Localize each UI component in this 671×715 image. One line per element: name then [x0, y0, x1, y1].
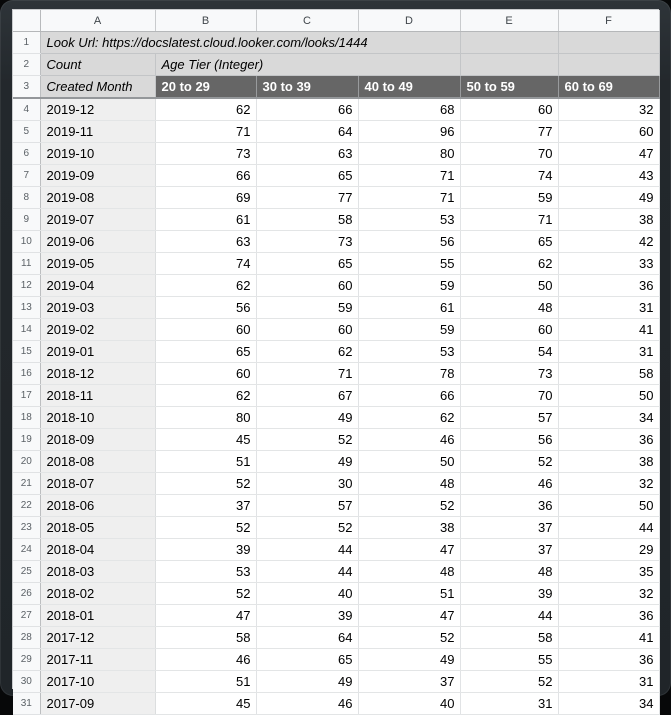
value-cell[interactable]: 31	[558, 297, 659, 319]
value-cell[interactable]: 60	[558, 121, 659, 143]
row-number-cell[interactable]: 31	[13, 693, 40, 715]
value-cell[interactable]: 57	[460, 407, 558, 429]
month-cell[interactable]: 2018-10	[40, 407, 155, 429]
month-cell[interactable]: 2018-11	[40, 385, 155, 407]
value-cell[interactable]: 30	[256, 473, 358, 495]
row-number-cell[interactable]: 18	[13, 407, 40, 429]
sheet-row	[13, 649, 659, 671]
row-number-cell[interactable]: 21	[13, 473, 40, 495]
value-cell[interactable]: 66	[256, 98, 358, 121]
value-cell[interactable]: 51	[358, 583, 460, 605]
value-cell[interactable]: 64	[256, 627, 358, 649]
row-number-cell[interactable]: 30	[13, 671, 40, 693]
value-cell[interactable]: 65	[256, 649, 358, 671]
sheet-row	[13, 539, 659, 561]
month-cell[interactable]: 2018-07	[40, 473, 155, 495]
value-cell[interactable]: 62	[155, 98, 256, 121]
pivot-header-row	[13, 76, 659, 99]
sheet-row	[13, 253, 659, 275]
sheet-row	[13, 495, 659, 517]
row-number-cell[interactable]: 1	[13, 32, 40, 54]
empty-meta-cell[interactable]	[460, 32, 558, 54]
value-cell[interactable]: 36	[558, 605, 659, 627]
value-cell[interactable]: 78	[358, 363, 460, 385]
row-number-cell[interactable]: 25	[13, 561, 40, 583]
row-number-cell[interactable]: 6	[13, 143, 40, 165]
value-cell[interactable]: 73	[256, 231, 358, 253]
created-month-label-cell[interactable]: Created Month	[40, 76, 155, 99]
value-cell[interactable]: 60	[460, 98, 558, 121]
value-cell[interactable]: 52	[256, 429, 358, 451]
sheet-row	[13, 363, 659, 385]
sheet-row	[13, 165, 659, 187]
sheet-row	[13, 275, 659, 297]
value-cell[interactable]: 50	[358, 451, 460, 473]
column-header-b[interactable]: B	[155, 10, 256, 32]
value-cell[interactable]: 65	[256, 165, 358, 187]
value-cell[interactable]: 31	[558, 671, 659, 693]
sheet-row	[13, 429, 659, 451]
month-cell[interactable]: 2017-10	[40, 671, 155, 693]
value-cell[interactable]: 73	[460, 363, 558, 385]
month-cell[interactable]: 2018-02	[40, 583, 155, 605]
age-tier-header-cell[interactable]: 20 to 29	[155, 76, 256, 99]
month-cell[interactable]: 2018-08	[40, 451, 155, 473]
value-cell[interactable]: 96	[358, 121, 460, 143]
sheet-row	[13, 187, 659, 209]
value-cell[interactable]: 34	[558, 407, 659, 429]
value-cell[interactable]: 41	[558, 627, 659, 649]
sheet-row	[13, 451, 659, 473]
age-tier-header-cell[interactable]: 40 to 49	[358, 76, 460, 99]
value-cell[interactable]: 32	[558, 473, 659, 495]
row-number-cell[interactable]: 26	[13, 583, 40, 605]
value-cell[interactable]: 74	[460, 165, 558, 187]
value-cell[interactable]: 74	[155, 253, 256, 275]
value-cell[interactable]: 71	[358, 187, 460, 209]
sheet-row	[13, 341, 659, 363]
month-cell[interactable]: 2019-09	[40, 165, 155, 187]
month-cell[interactable]: 2019-06	[40, 231, 155, 253]
meta-row-labels	[13, 54, 659, 76]
value-cell[interactable]: 77	[460, 121, 558, 143]
value-cell[interactable]: 47	[558, 143, 659, 165]
month-cell[interactable]: 2018-09	[40, 429, 155, 451]
value-cell[interactable]: 56	[460, 429, 558, 451]
value-cell[interactable]: 53	[358, 209, 460, 231]
value-cell[interactable]: 61	[358, 297, 460, 319]
value-cell[interactable]: 38	[358, 517, 460, 539]
row-number-cell[interactable]: 7	[13, 165, 40, 187]
sheet-row	[13, 561, 659, 583]
age-tier-header-cell[interactable]: 50 to 59	[460, 76, 558, 99]
value-cell[interactable]: 60	[155, 363, 256, 385]
row-number-cell[interactable]: 8	[13, 187, 40, 209]
value-cell[interactable]: 63	[256, 143, 358, 165]
value-cell[interactable]: 80	[155, 407, 256, 429]
sheet-row	[13, 473, 659, 495]
sheet-row	[13, 319, 659, 341]
value-cell[interactable]: 60	[256, 319, 358, 341]
value-cell[interactable]: 54	[460, 341, 558, 363]
value-cell[interactable]: 51	[155, 451, 256, 473]
value-cell[interactable]: 36	[460, 495, 558, 517]
row-number-cell[interactable]: 16	[13, 363, 40, 385]
month-cell[interactable]: 2019-08	[40, 187, 155, 209]
row-number-cell[interactable]: 17	[13, 385, 40, 407]
value-cell[interactable]: 48	[460, 297, 558, 319]
value-cell[interactable]: 60	[155, 319, 256, 341]
value-cell[interactable]: 36	[558, 649, 659, 671]
column-header-c[interactable]: C	[256, 10, 358, 32]
value-cell[interactable]: 35	[558, 561, 659, 583]
value-cell[interactable]: 60	[256, 275, 358, 297]
value-cell[interactable]: 71	[256, 363, 358, 385]
sheet-row	[13, 98, 659, 121]
month-cell[interactable]: 2019-10	[40, 143, 155, 165]
value-cell[interactable]: 52	[155, 473, 256, 495]
value-cell[interactable]: 52	[358, 495, 460, 517]
row-number-cell[interactable]: 22	[13, 495, 40, 517]
value-cell[interactable]: 58	[256, 209, 358, 231]
column-header-d[interactable]: D	[358, 10, 460, 32]
value-cell[interactable]: 62	[155, 385, 256, 407]
value-cell[interactable]: 51	[155, 671, 256, 693]
row-number-cell[interactable]: 11	[13, 253, 40, 275]
sheet-row	[13, 671, 659, 693]
value-cell[interactable]: 52	[358, 627, 460, 649]
value-cell[interactable]: 31	[558, 341, 659, 363]
value-cell[interactable]: 58	[155, 627, 256, 649]
month-cell[interactable]: 2018-05	[40, 517, 155, 539]
value-cell[interactable]: 47	[358, 539, 460, 561]
value-cell[interactable]: 58	[460, 627, 558, 649]
value-cell[interactable]: 34	[558, 693, 659, 715]
value-cell[interactable]: 36	[558, 275, 659, 297]
value-cell[interactable]: 44	[256, 561, 358, 583]
column-header-a[interactable]: A	[40, 10, 155, 32]
value-cell[interactable]: 36	[558, 429, 659, 451]
sheet-row	[13, 297, 659, 319]
value-cell[interactable]: 42	[558, 231, 659, 253]
value-cell[interactable]: 65	[155, 341, 256, 363]
row-number-cell[interactable]: 23	[13, 517, 40, 539]
month-cell[interactable]: 2017-12	[40, 627, 155, 649]
value-cell[interactable]: 55	[460, 649, 558, 671]
value-cell[interactable]: 32	[558, 583, 659, 605]
value-cell[interactable]: 49	[256, 451, 358, 473]
empty-meta-cell[interactable]	[558, 32, 659, 54]
age-tier-label-cell[interactable]: Age Tier (Integer)	[155, 54, 460, 76]
month-cell[interactable]: 2017-09	[40, 693, 155, 715]
value-cell[interactable]: 60	[460, 319, 558, 341]
month-cell[interactable]: 2019-02	[40, 319, 155, 341]
value-cell[interactable]: 65	[460, 231, 558, 253]
row-number-cell[interactable]: 20	[13, 451, 40, 473]
value-cell[interactable]: 70	[460, 143, 558, 165]
value-cell[interactable]: 50	[460, 275, 558, 297]
value-cell[interactable]: 46	[358, 429, 460, 451]
row-number-cell[interactable]: 12	[13, 275, 40, 297]
row-number-cell[interactable]: 2	[13, 54, 40, 76]
row-number-cell[interactable]: 5	[13, 121, 40, 143]
sheet-table	[13, 10, 660, 715]
value-cell[interactable]: 62	[358, 407, 460, 429]
empty-meta-cell[interactable]	[558, 54, 659, 76]
value-cell[interactable]: 49	[358, 649, 460, 671]
value-cell[interactable]: 61	[155, 209, 256, 231]
month-cell[interactable]: 2019-05	[40, 253, 155, 275]
value-cell[interactable]: 41	[558, 319, 659, 341]
value-cell[interactable]: 43	[558, 165, 659, 187]
value-cell[interactable]: 73	[155, 143, 256, 165]
sheet-row	[13, 517, 659, 539]
row-number-cell[interactable]: 19	[13, 429, 40, 451]
value-cell[interactable]: 50	[558, 495, 659, 517]
value-cell[interactable]: 62	[460, 253, 558, 275]
value-cell[interactable]: 80	[358, 143, 460, 165]
row-number-cell[interactable]: 27	[13, 605, 40, 627]
value-cell[interactable]: 68	[358, 98, 460, 121]
value-cell[interactable]: 56	[155, 297, 256, 319]
empty-meta-cell[interactable]	[460, 54, 558, 76]
value-cell[interactable]: 47	[358, 605, 460, 627]
row-number-cell[interactable]: 9	[13, 209, 40, 231]
count-label-cell[interactable]: Count	[40, 54, 155, 76]
value-cell[interactable]: 49	[558, 187, 659, 209]
value-cell[interactable]: 37	[155, 495, 256, 517]
value-cell[interactable]: 37	[460, 539, 558, 561]
value-cell[interactable]: 65	[256, 253, 358, 275]
month-cell[interactable]: 2019-11	[40, 121, 155, 143]
row-number-cell[interactable]: 4	[13, 98, 40, 121]
month-cell[interactable]: 2018-03	[40, 561, 155, 583]
value-cell[interactable]: 52	[460, 451, 558, 473]
row-number-cell[interactable]: 29	[13, 649, 40, 671]
month-cell[interactable]: 2017-11	[40, 649, 155, 671]
value-cell[interactable]: 49	[256, 671, 358, 693]
value-cell[interactable]: 59	[256, 297, 358, 319]
value-cell[interactable]: 37	[358, 671, 460, 693]
sheet-row	[13, 231, 659, 253]
value-cell[interactable]: 66	[155, 165, 256, 187]
meta-row-look-url	[13, 32, 659, 54]
value-cell[interactable]: 48	[358, 473, 460, 495]
sheet-row	[13, 385, 659, 407]
value-cell[interactable]: 67	[256, 385, 358, 407]
row-number-cell[interactable]: 3	[13, 76, 40, 99]
value-cell[interactable]: 66	[358, 385, 460, 407]
value-cell[interactable]: 38	[558, 209, 659, 231]
value-cell[interactable]: 58	[558, 363, 659, 385]
month-cell[interactable]: 2018-06	[40, 495, 155, 517]
value-cell[interactable]: 59	[460, 187, 558, 209]
row-number-cell[interactable]: 24	[13, 539, 40, 561]
value-cell[interactable]: 52	[460, 671, 558, 693]
sheet-row	[13, 209, 659, 231]
column-header-row	[13, 10, 659, 32]
value-cell[interactable]: 52	[155, 583, 256, 605]
value-cell[interactable]: 46	[155, 649, 256, 671]
value-cell[interactable]: 52	[256, 517, 358, 539]
sheet-body	[13, 32, 659, 715]
value-cell[interactable]: 71	[460, 209, 558, 231]
month-cell[interactable]: 2018-04	[40, 539, 155, 561]
month-cell[interactable]: 2019-12	[40, 98, 155, 121]
sheet-row	[13, 583, 659, 605]
value-cell[interactable]: 56	[358, 231, 460, 253]
value-cell[interactable]: 57	[256, 495, 358, 517]
value-cell[interactable]: 44	[558, 517, 659, 539]
value-cell[interactable]: 37	[460, 517, 558, 539]
value-cell[interactable]: 63	[155, 231, 256, 253]
sheet-row	[13, 693, 659, 715]
value-cell[interactable]: 46	[460, 473, 558, 495]
value-cell[interactable]: 45	[155, 429, 256, 451]
month-cell[interactable]: 2019-07	[40, 209, 155, 231]
value-cell[interactable]: 71	[358, 165, 460, 187]
value-cell[interactable]: 40	[358, 693, 460, 715]
value-cell[interactable]: 38	[558, 451, 659, 473]
value-cell[interactable]: 49	[256, 407, 358, 429]
month-cell[interactable]: 2019-03	[40, 297, 155, 319]
value-cell[interactable]: 44	[256, 539, 358, 561]
value-cell[interactable]: 62	[256, 341, 358, 363]
row-number-cell[interactable]: 15	[13, 341, 40, 363]
value-cell[interactable]: 32	[558, 98, 659, 121]
value-cell[interactable]: 71	[155, 121, 256, 143]
value-cell[interactable]: 50	[558, 385, 659, 407]
value-cell[interactable]: 64	[256, 121, 358, 143]
column-header-e[interactable]: E	[460, 10, 558, 32]
value-cell[interactable]: 29	[558, 539, 659, 561]
value-cell[interactable]: 77	[256, 187, 358, 209]
sheet-row	[13, 143, 659, 165]
look-url-cell[interactable]: Look Url: https://docslatest.cloud.looker.com/looks/1444	[40, 32, 460, 54]
value-cell[interactable]: 62	[155, 275, 256, 297]
value-cell[interactable]: 31	[460, 693, 558, 715]
spreadsheet	[12, 9, 659, 711]
sheet-row	[13, 627, 659, 649]
month-cell[interactable]: 2019-01	[40, 341, 155, 363]
sheet-row	[13, 121, 659, 143]
value-cell[interactable]: 70	[460, 385, 558, 407]
value-cell[interactable]: 53	[155, 561, 256, 583]
value-cell[interactable]: 52	[155, 517, 256, 539]
value-cell[interactable]: 45	[155, 693, 256, 715]
month-cell[interactable]: 2019-04	[40, 275, 155, 297]
value-cell[interactable]: 40	[256, 583, 358, 605]
row-number-cell[interactable]: 28	[13, 627, 40, 649]
value-cell[interactable]: 59	[358, 319, 460, 341]
row-number-cell[interactable]: 13	[13, 297, 40, 319]
row-number-cell[interactable]: 10	[13, 231, 40, 253]
age-tier-header-cell[interactable]: 30 to 39	[256, 76, 358, 99]
value-cell[interactable]: 69	[155, 187, 256, 209]
sheet-row	[13, 407, 659, 429]
value-cell[interactable]: 48	[460, 561, 558, 583]
value-cell[interactable]: 39	[155, 539, 256, 561]
age-tier-header-cell[interactable]: 60 to 69	[558, 76, 659, 99]
corner-cell[interactable]	[13, 10, 40, 32]
month-cell[interactable]: 2018-01	[40, 605, 155, 627]
value-cell[interactable]: 33	[558, 253, 659, 275]
value-cell[interactable]: 48	[358, 561, 460, 583]
row-number-cell[interactable]: 14	[13, 319, 40, 341]
value-cell[interactable]: 46	[256, 693, 358, 715]
column-header-f[interactable]: F	[558, 10, 659, 32]
value-cell[interactable]: 39	[256, 605, 358, 627]
value-cell[interactable]: 47	[155, 605, 256, 627]
value-cell[interactable]: 59	[358, 275, 460, 297]
value-cell[interactable]: 55	[358, 253, 460, 275]
value-cell[interactable]: 44	[460, 605, 558, 627]
month-cell[interactable]: 2018-12	[40, 363, 155, 385]
sheet-row	[13, 605, 659, 627]
value-cell[interactable]: 39	[460, 583, 558, 605]
value-cell[interactable]: 53	[358, 341, 460, 363]
